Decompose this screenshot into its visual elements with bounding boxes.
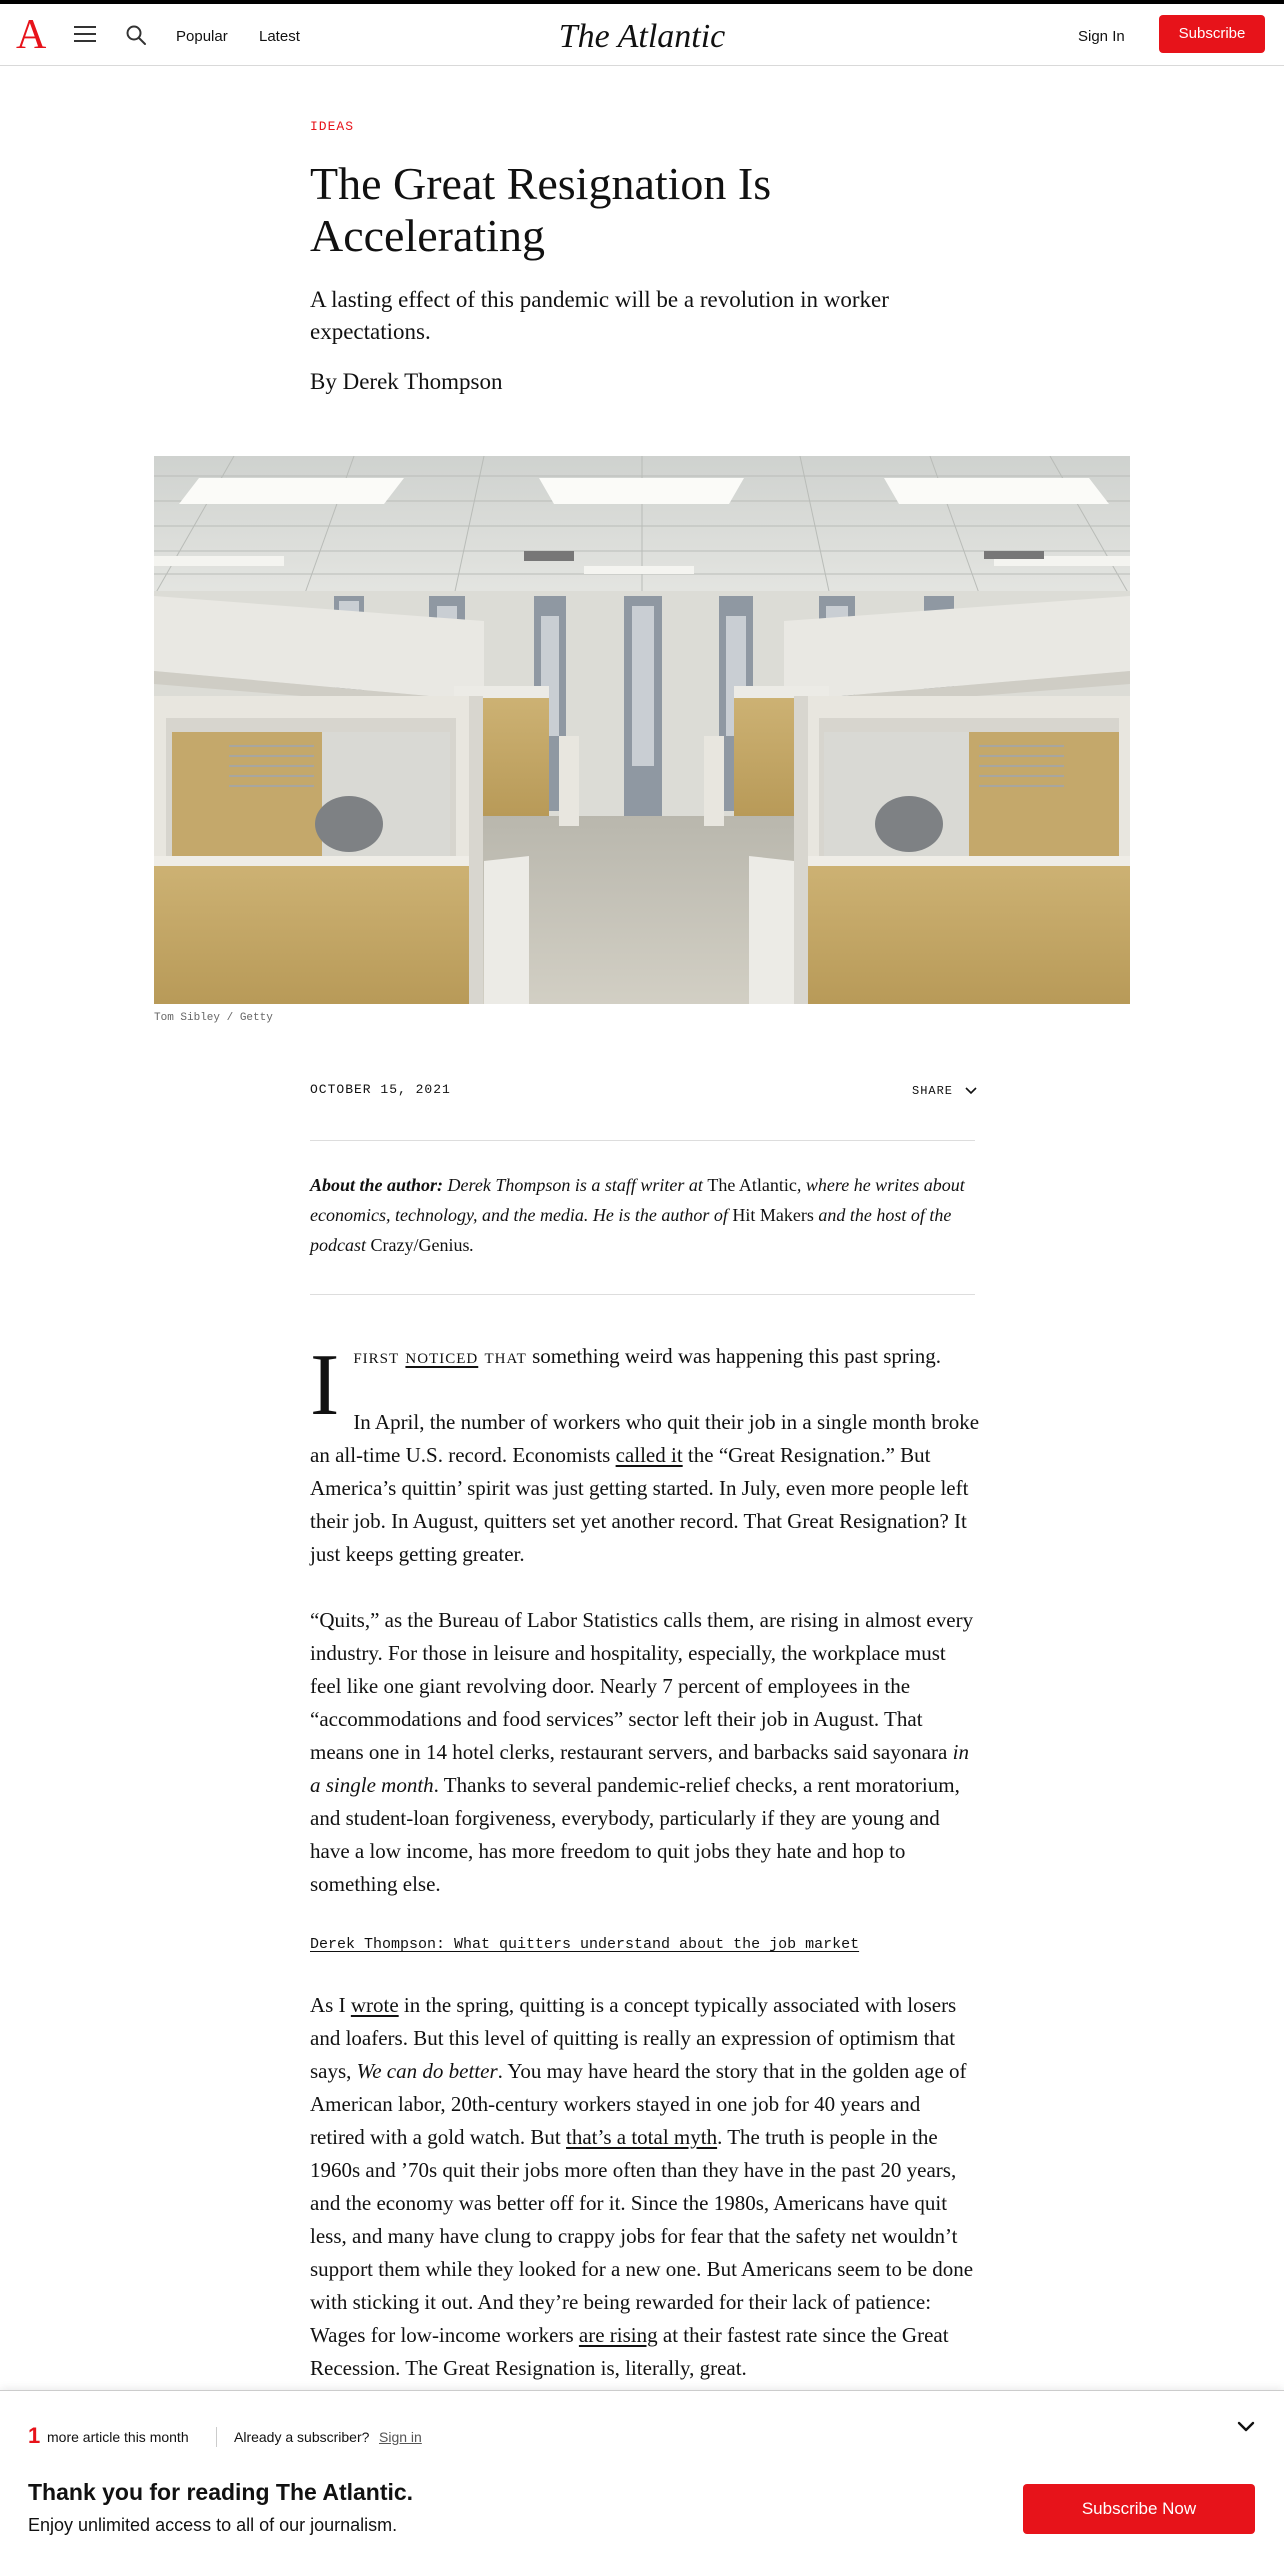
about-author-text: , where he writes about economics, technology, and the media. He is the author of <box>310 1175 965 1225</box>
link-noticed[interactable]: noticed <box>405 1344 479 1368</box>
about-author-text: Derek Thompson is a staff writer at <box>443 1175 708 1195</box>
link-are-rising[interactable]: are rising <box>578 2323 658 2347</box>
section-label[interactable]: IDEAS <box>310 119 355 134</box>
hamburger-menu-icon[interactable] <box>74 26 96 44</box>
chevron-down-icon <box>965 1087 977 1095</box>
book-title: Hit Makers <box>732 1205 814 1225</box>
atlantic-logo[interactable]: A <box>16 12 47 58</box>
link-total-myth[interactable]: that’s a total myth <box>566 2125 718 2149</box>
banner-title: Thank you for reading The Atlantic. <box>28 2479 414 2505</box>
photo-credit: Tom Sibley / Getty <box>154 1012 273 1024</box>
drop-cap: I <box>310 1337 340 1434</box>
paragraph-text: In April, the number of workers who quit their job in a single month broke an all-time U.S. record. Economists <box>310 1410 980 1467</box>
paragraph-4 <box>310 1989 980 2385</box>
article-count: 1 <box>28 2423 41 2448</box>
paragraph-text: . You may have heard the story that in the golden age of American labor, 20th-century workers stayed in one job for 40 years and retired with a gold watch. But <box>310 2059 967 2149</box>
paragraph-text: the “Great Resignation.” But America’s quittin’ spirit was just getting started. In July, even more people left their job. In August, quitters set yet another record. That Great Resignation? It just keeps getting greater. <box>310 1443 969 1566</box>
paragraph-text: at their fastest rate since the Great Recession. The Great Resignation is, literally, great. <box>310 2323 949 2380</box>
related-article <box>310 1934 980 1956</box>
search-icon[interactable] <box>125 24 147 46</box>
nav-link-popular[interactable]: Popular <box>176 28 228 45</box>
brand-wordmark[interactable]: The Atlantic <box>558 18 726 55</box>
already-subscriber-text: Already a subscriber? <box>234 2429 370 2445</box>
divider <box>310 1140 975 1141</box>
article-title: The Great Resignation Is Accelerating <box>310 158 772 261</box>
about-author-text: and the host of the podcast <box>310 1205 952 1255</box>
paragraph-3 <box>310 1604 980 1901</box>
related-article-link[interactable]: Derek Thompson: What quitters understand about the job market <box>310 1936 860 1953</box>
paragraph-text: . Thanks to several pandemic-relief checks, a rent moratorium, and student-loan forgiveness, everybody, particularly if they are young and have a low income, has more freedom to quit jobs they hate and hop to something else. <box>310 1773 960 1896</box>
paragraph-text: “Quits,” as the Bureau of Labor Statistics calls them, are rising in almost every industry. For those in leisure and hospitality, especially, the workplace must feel like one giant revolving door. Nearly 7 percent of employees in the “accommodations and food services” sector left their job in August. That means one in 14 hotel clerks, restaurant servers, and barbacks said sayonara <box>310 1608 974 1764</box>
divider <box>310 1294 975 1295</box>
site-header <box>0 4 1284 66</box>
share-label: SHARE <box>912 1084 954 1098</box>
nav-link-latest[interactable]: Latest <box>259 28 300 45</box>
small-caps-text: first <box>353 1344 406 1368</box>
article-count-label: more article this month <box>47 2429 189 2445</box>
paragraph-text: something weird was happening this past spring. <box>526 1344 941 1368</box>
collapse-chevron-icon[interactable] <box>1234 2417 1258 2437</box>
share-button[interactable] <box>912 1084 977 1098</box>
byline-prefix: By <box>310 369 343 394</box>
article-body <box>310 1337 980 2418</box>
publish-date: OCTOBER 15, 2021 <box>310 1082 451 1097</box>
author-link[interactable]: Derek Thompson <box>342 369 503 394</box>
article-dek: A lasting effect of this pandemic will be a revolution in worker expectations. <box>310 287 889 344</box>
emphasis-text: We can do better <box>356 2059 498 2083</box>
emphasis-text: in a single month <box>310 1740 969 1797</box>
about-author-label: About the author: <box>310 1175 444 1195</box>
about-the-author <box>310 1170 975 1260</box>
banner-sign-in-link[interactable]: Sign in <box>379 2429 422 2445</box>
podcast-name: Crazy/Genius <box>370 1235 470 1255</box>
subscription-banner <box>0 2390 1284 2568</box>
paragraph-1 <box>310 1337 980 1434</box>
publication-name: The Atlantic <box>707 1175 797 1195</box>
paragraph-text: . The truth is people in the 1960s and ’70s quit their jobs more often than they have in the past 20 years, and the economy was better off for it. Since the 1980s, Americans have quit less, and many have clung to crappy jobs for fear that the safety net wouldn’t support them while they looked for a new one. But Americans seem to be done with sticking it out. And they’re being rewarded for their lack of patience: Wages for low-income workers <box>310 2125 974 2347</box>
subscribe-button[interactable]: Subscribe <box>1159 15 1265 53</box>
hero-image-office-cubicles <box>154 456 1130 1004</box>
byline <box>310 366 503 398</box>
about-author-text: . <box>469 1235 474 1255</box>
paragraph-text: As I <box>310 1993 351 2017</box>
subscribe-now-button[interactable]: Subscribe Now <box>1023 2484 1255 2534</box>
banner-subtitle: Enjoy unlimited access to all of our journalism. <box>28 2515 398 2535</box>
paragraph-text: in the spring, quitting is a concept typically associated with losers and loafers. But this level of quitting is really an expression of optimism that says, <box>310 1993 957 2083</box>
link-wrote[interactable]: wrote <box>350 1993 399 2017</box>
sign-in-link[interactable]: Sign In <box>1078 28 1125 45</box>
link-called-it[interactable]: called it <box>615 1443 683 1467</box>
divider <box>216 2427 217 2447</box>
small-caps-text: that <box>478 1344 527 1368</box>
paragraph-2 <box>310 1406 980 1571</box>
